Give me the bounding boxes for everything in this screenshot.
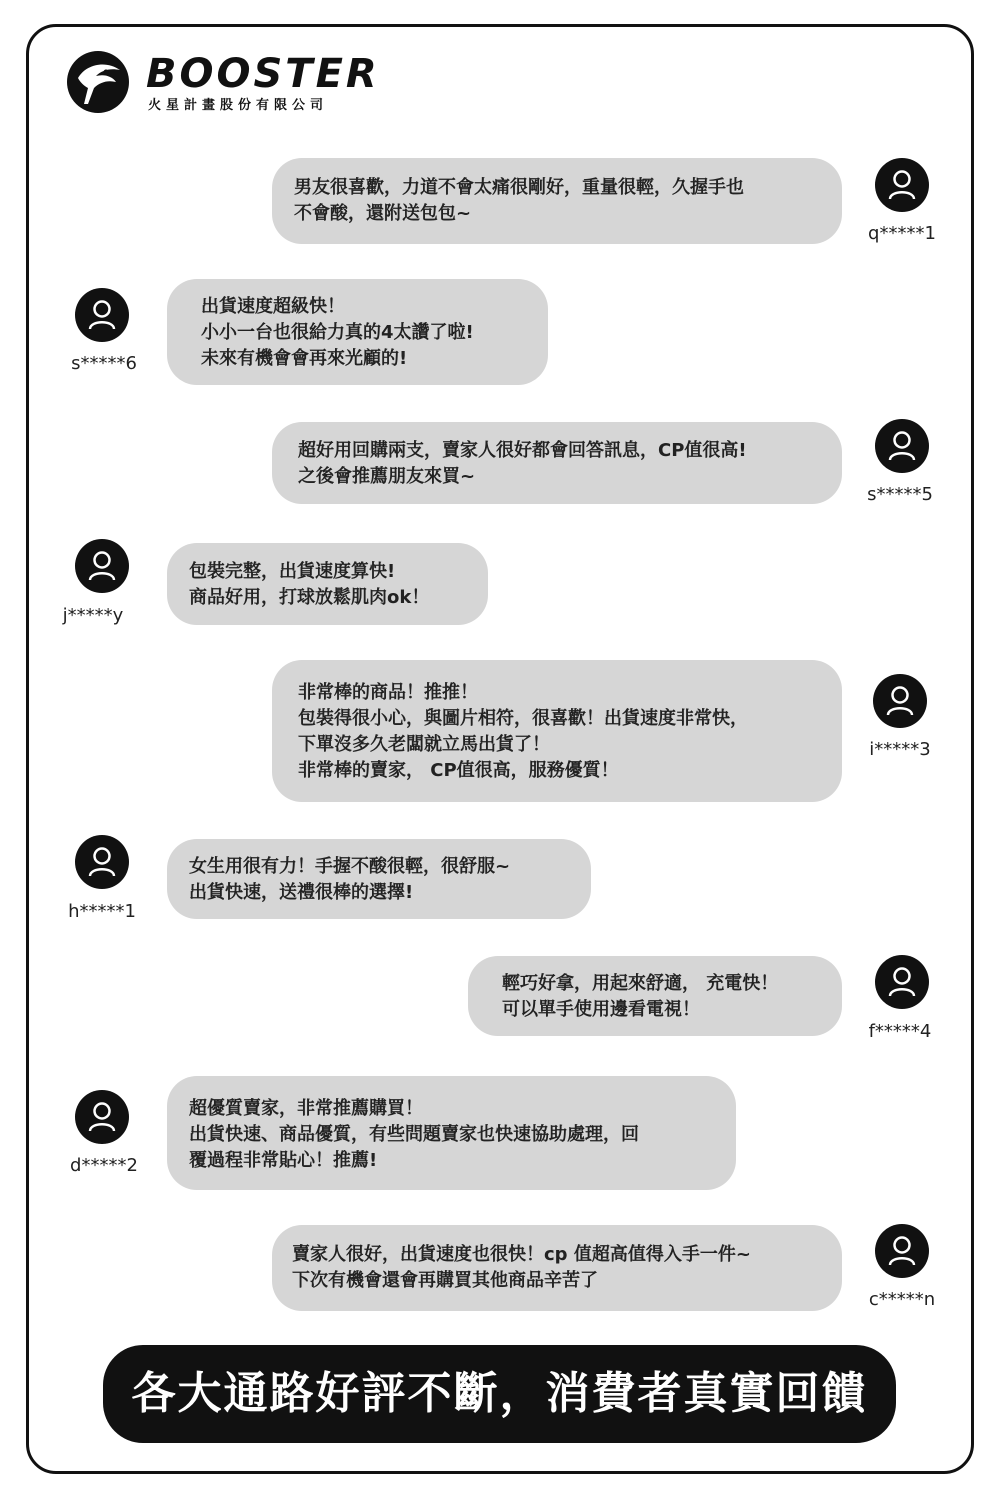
bottom-banner: 各大通路好評不斷，消費者真實回饋 xyxy=(103,1345,896,1443)
username: h*****1 xyxy=(68,901,136,922)
user-icon xyxy=(888,431,916,461)
eagle-logo-icon xyxy=(66,50,130,114)
username: j*****y xyxy=(62,605,124,626)
user-icon xyxy=(88,1102,116,1132)
avatar xyxy=(873,674,927,728)
review-text: 非常棒的賣家， CP值很高，服務優質！ xyxy=(298,760,619,781)
brand-name: BOOSTER xyxy=(146,51,380,97)
username: f*****4 xyxy=(868,1021,932,1042)
review-text: 出貨快速，送禮很棒的選擇! xyxy=(189,882,414,903)
user-icon xyxy=(88,847,116,877)
username: q*****1 xyxy=(868,223,936,244)
review-bubble xyxy=(272,660,842,802)
username: s*****6 xyxy=(71,353,137,374)
brand-logo xyxy=(66,48,396,118)
avatar xyxy=(75,1090,129,1144)
avatar xyxy=(875,158,929,212)
review-text: 商品好用，打球放鬆肌肉ok！ xyxy=(189,587,430,608)
user-icon xyxy=(888,170,916,200)
avatar xyxy=(75,288,129,342)
review-text: 包裝完整，出貨速度算快! xyxy=(189,561,396,582)
review-bubble xyxy=(272,1225,842,1311)
user-icon xyxy=(88,300,116,330)
avatar xyxy=(75,539,129,593)
review-text: 包裝得很小心，與圖片相符，很喜歡！出貨速度非常快， xyxy=(298,708,748,729)
review-bubble xyxy=(167,279,548,385)
username: d*****2 xyxy=(70,1155,138,1176)
review-text: 超優質賣家，非常推薦購買！ xyxy=(189,1098,423,1119)
review-bubble xyxy=(468,956,842,1036)
review-text: 可以單手使用邊看電視！ xyxy=(502,999,700,1020)
review-text: 輕巧好拿，用起來舒適， 充電快！ xyxy=(502,973,779,994)
review-text: 非常棒的商品！推推！ xyxy=(298,682,478,703)
review-text: 之後會推薦朋友來買~ xyxy=(298,466,476,487)
review-bubble xyxy=(167,839,591,919)
review-text: 下單沒多久老闆就立馬出貨了！ xyxy=(298,734,550,755)
avatar xyxy=(875,1224,929,1278)
review-text: 女生用很有力！手握不酸很輕，很舒服~ xyxy=(189,856,511,877)
review-text: 下次有機會還會再購買其他商品辛苦了 xyxy=(292,1270,598,1291)
review-text: 小小一台也很給力真的4太讚了啦! xyxy=(201,322,474,343)
avatar xyxy=(875,419,929,473)
user-icon xyxy=(888,1236,916,1266)
review-text: 不會酸，還附送包包~ xyxy=(294,203,472,224)
review-bubble xyxy=(167,543,488,625)
review-bubble xyxy=(272,158,842,244)
review-text: 出貨快速、商品優質，有些問題賣家也快速協助處理，回 xyxy=(189,1124,639,1145)
review-text: 未來有機會會再來光顧的! xyxy=(201,348,408,369)
avatar xyxy=(75,835,129,889)
review-text: 男友很喜歡，力道不會太痛很剛好，重量很輕，久握手也 xyxy=(294,177,744,198)
username: c*****n xyxy=(868,1289,936,1310)
username: i*****3 xyxy=(869,739,931,760)
user-icon xyxy=(888,967,916,997)
user-icon xyxy=(886,686,914,716)
review-bubble xyxy=(272,422,842,504)
review-text: 超好用回購兩支，賣家人很好都會回答訊息，CP值很高! xyxy=(298,440,747,461)
username: s*****5 xyxy=(867,484,933,505)
review-bubble xyxy=(167,1076,736,1190)
review-text: 覆過程非常貼心！推薦! xyxy=(189,1150,378,1171)
company-name: 火星計畫股份有限公司 xyxy=(148,98,329,113)
avatar xyxy=(875,955,929,1009)
review-text: 出貨速度超級快！ xyxy=(201,296,345,317)
review-text: 賣家人很好，出貨速度也很快！cp 值超高值得入手一件~ xyxy=(292,1244,751,1265)
user-icon xyxy=(88,551,116,581)
